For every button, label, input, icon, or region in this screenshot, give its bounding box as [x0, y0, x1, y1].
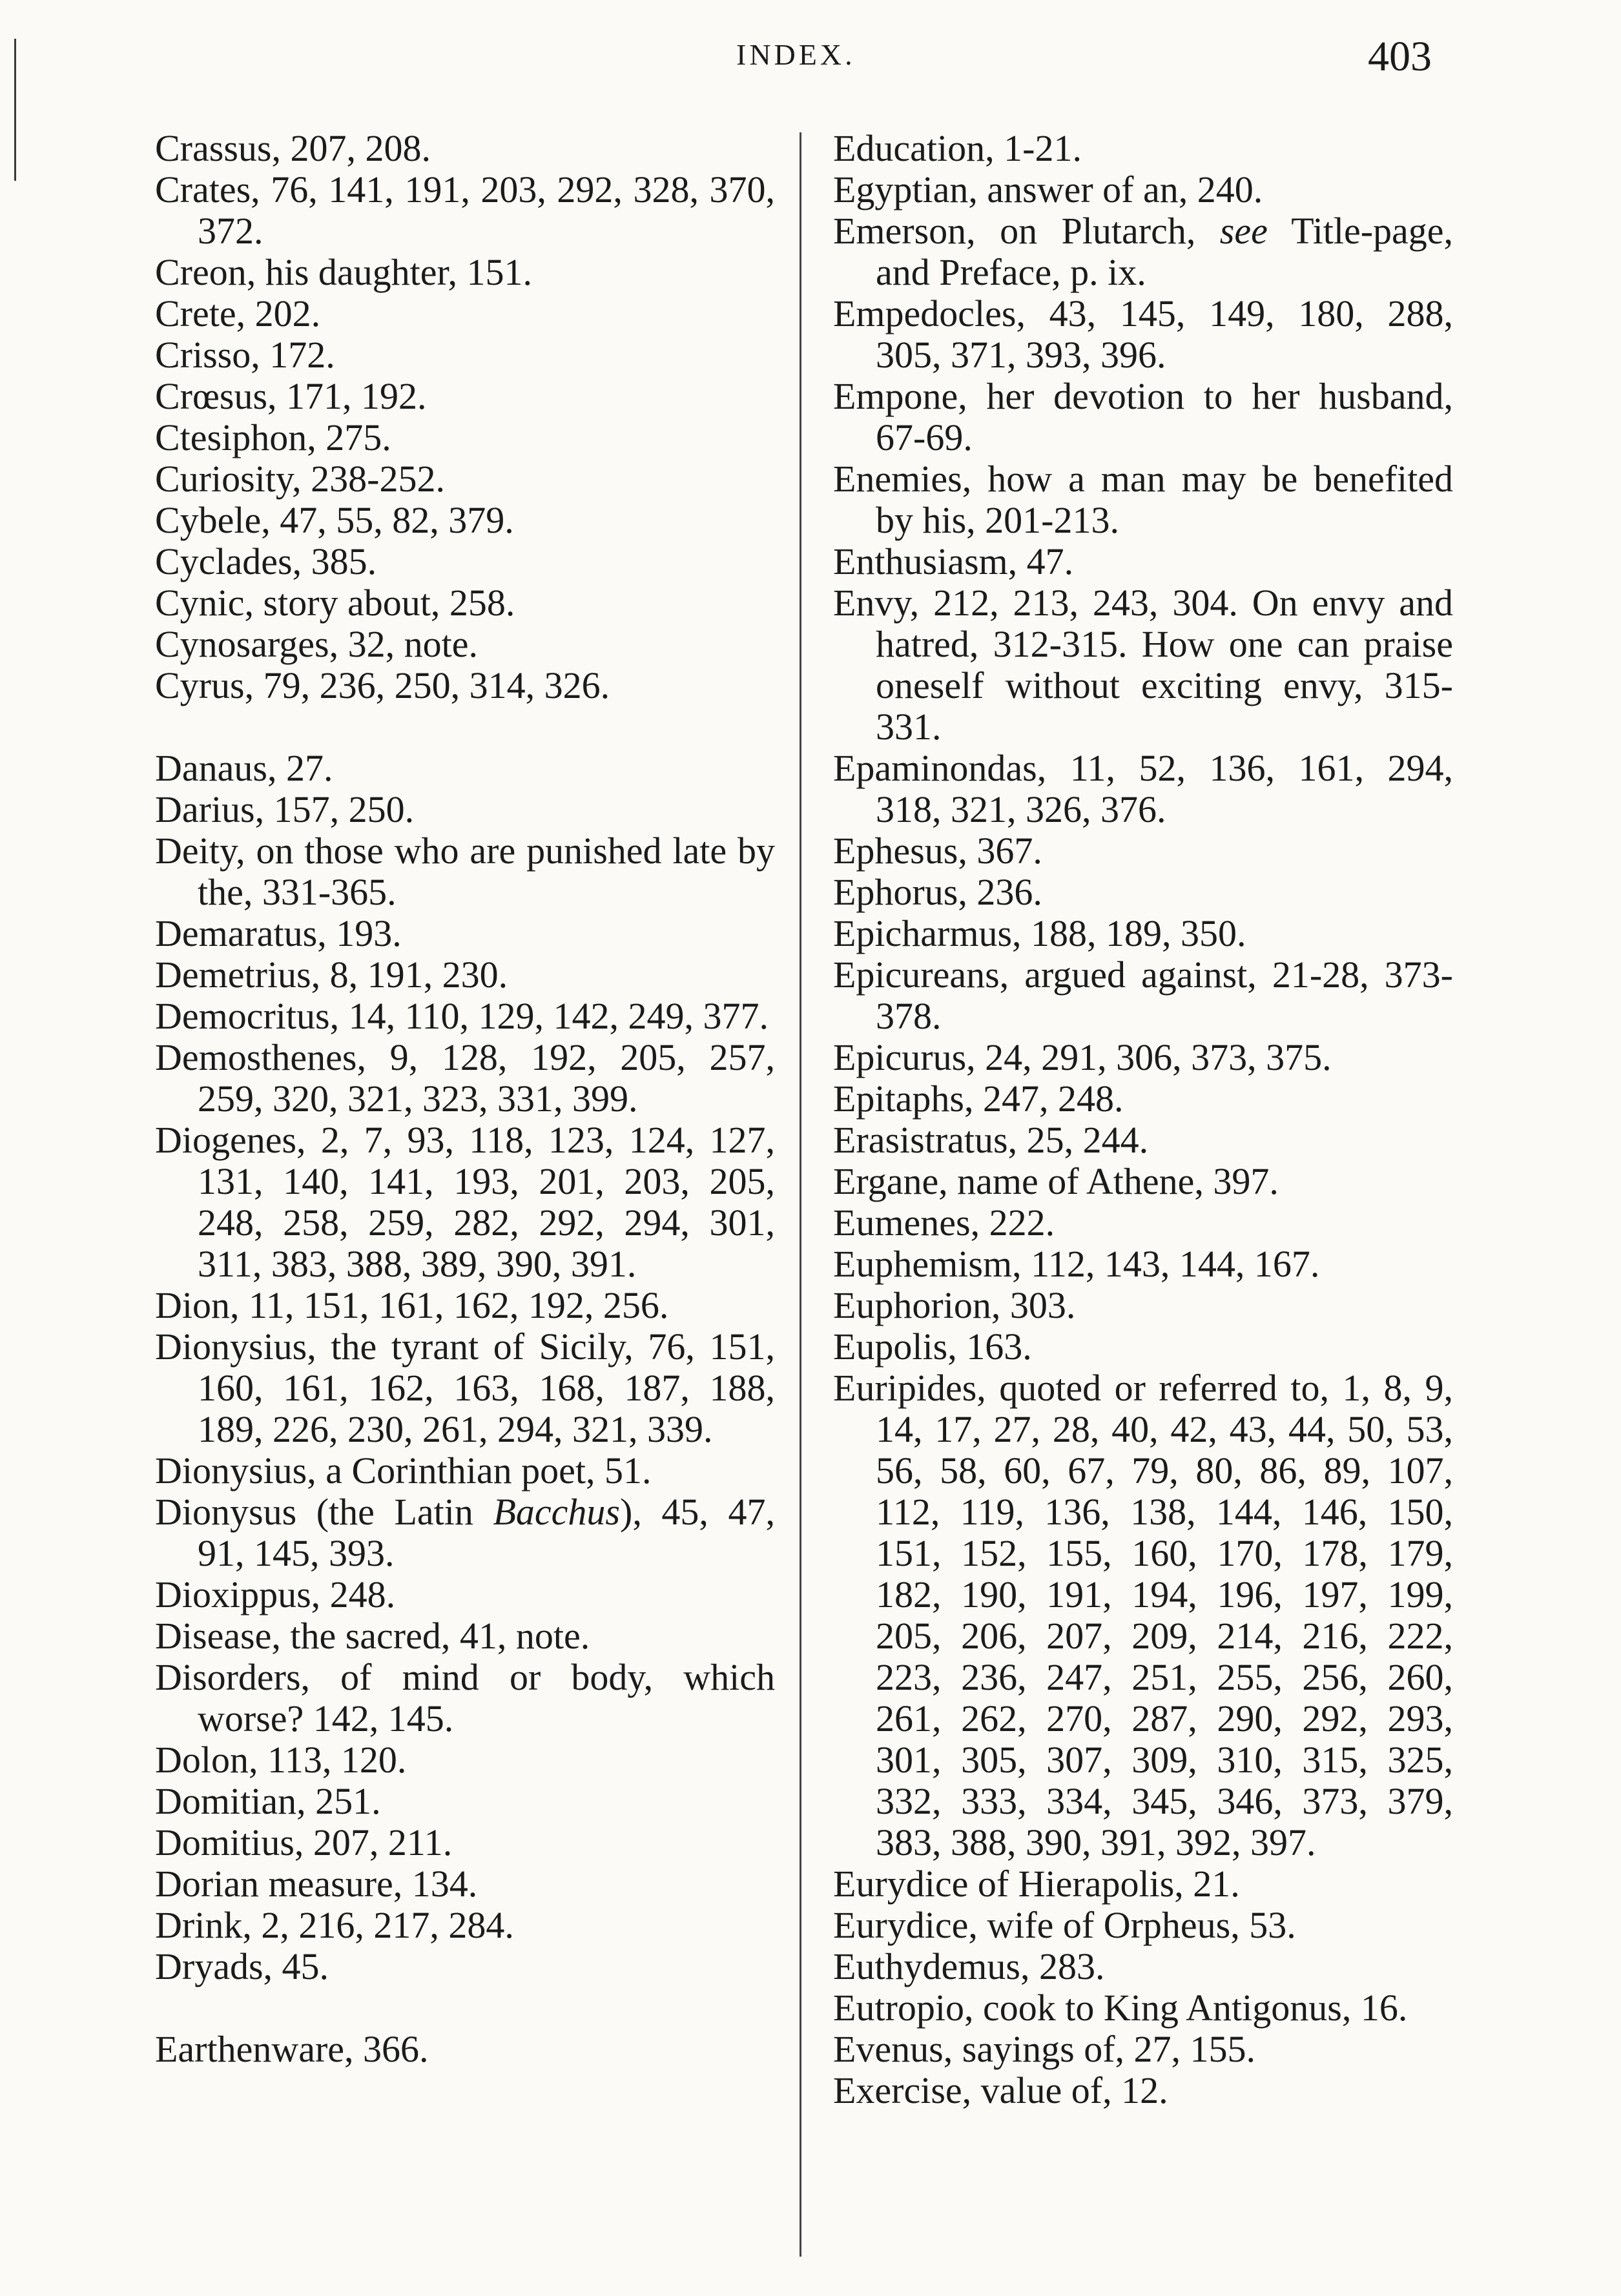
entry-text: Demosthenes, 9, 128, 192, 205, 257, 259, 320, 321, 323, 331, 399.	[155, 1036, 775, 1120]
entry-text: Diogenes, 2, 7, 93, 118, 123, 124, 127, 131, 140, 141, 193, 201, 203, 205, 248, 258, 259, 282, 292, 294, 301, 311, 383, 388, 389, 390, 391.	[155, 1119, 775, 1285]
entry-text: Emerson, on Plutarch,	[833, 210, 1220, 252]
entry-text: Cyclades, 385.	[155, 540, 377, 582]
entry-text: Epicureans, argued against, 21-28, 373-378.	[833, 954, 1453, 1037]
running-head: INDEX.	[736, 38, 856, 71]
entry-text: Crisso, 172.	[155, 334, 335, 376]
index-entry	[155, 458, 775, 500]
index-entry	[833, 872, 1453, 913]
entry-text: Demetrius, 8, 191, 230.	[155, 954, 508, 996]
index-entry	[155, 1863, 775, 1905]
index-entry	[155, 1450, 775, 1491]
index-entry	[155, 1491, 775, 1574]
index-entry	[833, 1037, 1453, 1078]
entry-text: Euphorion, 303.	[833, 1284, 1076, 1326]
index-entry	[833, 541, 1453, 582]
index-entry	[155, 1574, 775, 1615]
index-entry	[833, 2029, 1453, 2070]
entry-text: Epaminondas, 11, 52, 136, 161, 294, 318, 321, 326, 376.	[833, 747, 1453, 830]
entry-text: Earthenware, 366.	[155, 2028, 429, 2070]
entry-text: Demaratus, 193.	[155, 912, 402, 954]
entry-text: Euthydemus, 283.	[833, 1945, 1105, 1987]
entry-text: ), 45, 47, 91, 145, 393.	[198, 1491, 775, 1574]
margin-rule	[14, 39, 16, 181]
entry-text: Danaus, 27.	[155, 747, 333, 789]
entry-text: Empedocles, 43, 145, 149, 180, 288, 305, 371, 393, 396.	[833, 292, 1453, 376]
index-entry	[833, 1285, 1453, 1326]
index-entry	[833, 210, 1453, 293]
entry-text: Dryads, 45.	[155, 1945, 329, 1987]
entry-text: Domitian, 251.	[155, 1780, 381, 1822]
entry-text: Crates, 76, 141, 191, 203, 292, 328, 370, 372.	[155, 169, 775, 252]
index-entry	[155, 748, 775, 789]
index-entry	[155, 417, 775, 458]
index-column-right	[833, 128, 1453, 2111]
page-number: 403	[1368, 33, 1432, 80]
entry-text: Darius, 157, 250.	[155, 788, 415, 830]
index-entry	[833, 1863, 1453, 1905]
entry-text: Crassus, 207, 208.	[155, 127, 431, 169]
index-entry	[833, 169, 1453, 210]
entry-text: Dionysus (the Latin	[155, 1491, 493, 1533]
section-gap	[155, 706, 775, 748]
index-entry	[155, 1615, 775, 1657]
index-entry	[833, 582, 1453, 748]
index-entry	[155, 1285, 775, 1326]
entry-text: Euphemism, 112, 143, 144, 167.	[833, 1243, 1320, 1285]
entry-text: Democritus, 14, 110, 129, 142, 249, 377.	[155, 995, 769, 1037]
entry-text: Crœsus, 171, 192.	[155, 375, 427, 417]
entry-text: Exercise, value of, 12.	[833, 2069, 1168, 2111]
entry-text: Eumenes, 222.	[833, 1202, 1055, 1244]
index-entry	[155, 996, 775, 1037]
index-entry	[155, 1657, 775, 1739]
entry-text: Disease, the sacred, 41, note.	[155, 1615, 590, 1657]
entry-text: Dioxippus, 248.	[155, 1573, 396, 1615]
entry-text: Ergane, name of Athene, 397.	[833, 1160, 1279, 1202]
index-entry	[833, 376, 1453, 458]
index-entry	[155, 913, 775, 954]
entry-text: Ephesus, 367.	[833, 830, 1042, 872]
index-entry	[155, 830, 775, 913]
entry-text: Ephorus, 236.	[833, 871, 1042, 913]
index-entry	[155, 1120, 775, 1285]
index-entry	[155, 500, 775, 541]
index-entry	[155, 789, 775, 830]
index-column-left	[155, 128, 775, 2070]
entry-text: Curiosity, 238-252.	[155, 458, 445, 500]
index-entry	[833, 293, 1453, 376]
entry-text: Cynic, story about, 258.	[155, 582, 515, 624]
index-entry	[155, 334, 775, 376]
entry-text: Evenus, sayings of, 27, 155.	[833, 2028, 1256, 2070]
entry-text: Empone, her devotion to her husband, 67-69.	[833, 375, 1453, 458]
index-entry	[155, 1326, 775, 1450]
entry-text: Epicurus, 24, 291, 306, 373, 375.	[833, 1036, 1332, 1078]
index-entry	[833, 748, 1453, 830]
entry-text: Ctesiphon, 275.	[155, 416, 391, 458]
index-entry	[155, 252, 775, 293]
column-divider	[800, 132, 801, 2257]
index-entry	[155, 1739, 775, 1781]
index-entry	[833, 1368, 1453, 1863]
index-entry	[833, 128, 1453, 169]
entry-text: Enemies, how a man may be benefited by his, 201-213.	[833, 458, 1453, 541]
entry-text: Euripides, quoted or referred to, 1, 8, 9, 14, 17, 27, 28, 40, 42, 43, 44, 50, 53, 56, 58, 60, 67, 79, 80, 86, 89, 107, 112, 119, 136, 138, 144, 146, 150, 151, 152, 155, 160, 170, 178, 179, 182, 190, 191, 194, 196, 197, 199, 205, 206, 207, 209, 214, 216, 222, 223, 236, 247, 251, 255, 256, 260, 261, 262, 270, 287, 290, 292, 293, 301, 305, 307, 309, 310, 315, 325, 332, 333, 334, 345, 346, 373, 379, 383, 388, 390, 391, 392, 397.	[833, 1367, 1453, 1863]
entry-text: Cynosarges, 32, note.	[155, 623, 478, 665]
entry-text: Epitaphs, 247, 248.	[833, 1078, 1124, 1120]
index-entry	[155, 293, 775, 334]
index-entry	[833, 1946, 1453, 1987]
entry-text: Epicharmus, 188, 189, 350.	[833, 912, 1246, 954]
entry-text: Drink, 2, 216, 217, 284.	[155, 1904, 514, 1946]
entry-text: Domitius, 207, 211.	[155, 1821, 453, 1863]
entry-text: Disorders, of mind or body, which worse? 142, 145.	[155, 1656, 775, 1739]
index-entry	[833, 1326, 1453, 1368]
index-entry	[155, 376, 775, 417]
entry-text: Dolon, 113, 120.	[155, 1739, 407, 1781]
index-entry	[155, 1037, 775, 1120]
entry-text: Dionysius, the tyrant of Sicily, 76, 151, 160, 161, 162, 163, 168, 187, 188, 189, 226, 230, 261, 294, 321, 339.	[155, 1326, 775, 1450]
index-entry	[155, 169, 775, 252]
index-entry	[155, 1905, 775, 1946]
entry-text: Envy, 212, 213, 243, 304. On envy and hatred, 312-315. How one can praise oneself without exciting envy, 315-331.	[833, 582, 1453, 748]
entry-text: Deity, on those who are punished late by the, 331-365.	[155, 830, 775, 913]
index-entry	[833, 1078, 1453, 1120]
index-entry	[833, 1120, 1453, 1161]
index-entry	[833, 1202, 1453, 1244]
index-entry	[155, 1822, 775, 1863]
entry-text: Eurydice, wife of Orpheus, 53.	[833, 1904, 1296, 1946]
entry-text: Eutropio, cook to King Antigonus, 16.	[833, 1987, 1408, 2029]
entry-text: Erasistratus, 25, 244.	[833, 1119, 1149, 1161]
index-entry	[833, 1905, 1453, 1946]
index-entry	[833, 458, 1453, 541]
index-entry	[833, 913, 1453, 954]
index-entry	[155, 128, 775, 169]
entry-text: Cyrus, 79, 236, 250, 314, 326.	[155, 664, 610, 706]
section-gap	[155, 1987, 775, 2029]
index-entry	[833, 1987, 1453, 2029]
index-entry	[833, 1161, 1453, 1202]
entry-text: Cybele, 47, 55, 82, 379.	[155, 499, 514, 541]
index-entry	[155, 954, 775, 996]
index-entry	[155, 665, 775, 706]
index-entry	[155, 2029, 775, 2070]
index-entry	[833, 830, 1453, 872]
entry-text: Dionysius, a Corinthian poet, 51.	[155, 1450, 652, 1491]
entry-text: Dorian measure, 134.	[155, 1863, 478, 1905]
index-entry	[155, 624, 775, 665]
entry-text: Enthusiasm, 47.	[833, 540, 1074, 582]
index-entry	[155, 582, 775, 624]
entry-text: Eupolis, 163.	[833, 1326, 1032, 1368]
entry-text: Creon, his daughter, 151.	[155, 251, 533, 293]
entry-text: Egyptian, answer of an, 240.	[833, 169, 1263, 210]
entry-italic-text: see	[1219, 210, 1268, 252]
entry-text: Dion, 11, 151, 161, 162, 192, 256.	[155, 1284, 669, 1326]
entry-text: Crete, 202.	[155, 292, 321, 334]
index-entry	[155, 1946, 775, 1987]
index-entry	[833, 1244, 1453, 1285]
entry-text: Title-page, and Preface, p. ix.	[876, 210, 1453, 293]
entry-text: Eurydice of Hierapolis, 21.	[833, 1863, 1240, 1905]
index-entry	[155, 541, 775, 582]
index-entry	[833, 954, 1453, 1037]
entry-italic-text: Bacchus	[493, 1491, 620, 1533]
entry-text: Education, 1-21.	[833, 127, 1082, 169]
index-entry	[155, 1781, 775, 1822]
index-entry	[833, 2070, 1453, 2111]
